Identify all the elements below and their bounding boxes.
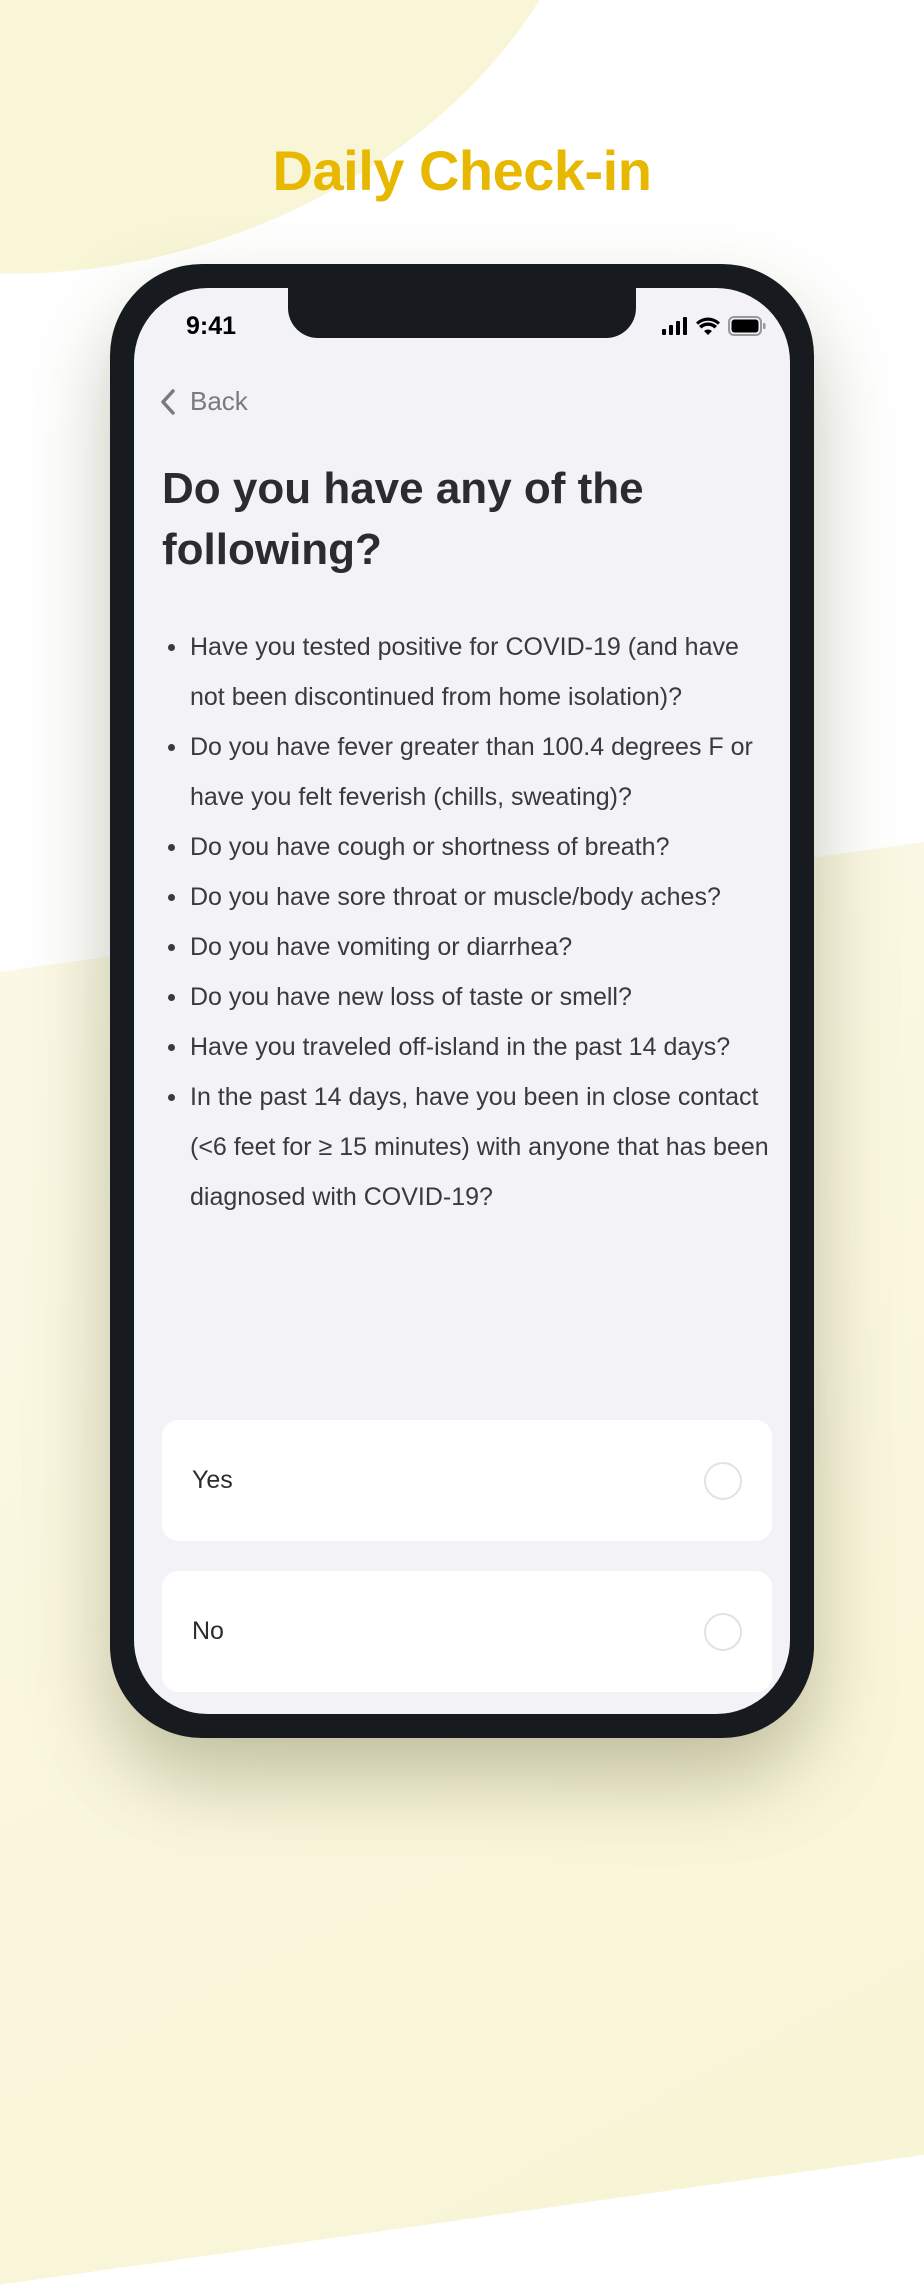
list-item: Do you have vomiting or diarrhea? [162,922,772,972]
question-heading: Do you have any of the following? [162,464,644,574]
phone-frame [110,264,814,1738]
list-item: In the past 14 days, have you been in close contact (<6 feet for ≥ 15 minutes) with anyone that has been diagnosed with COVID-19? [162,1072,772,1222]
battery-icon [728,316,766,336]
list-item: Do you have sore throat or muscle/body aches? [162,872,772,922]
radio-button[interactable] [704,1462,742,1500]
list-item: Do you have fever greater than 100.4 degrees F or have you felt feverish (chills, sweating)? [162,722,772,822]
symptom-list [162,622,772,1222]
list-item: Do you have cough or shortness of breath? [162,822,772,872]
phone-screen [134,288,790,1714]
chevron-left-icon [160,388,176,416]
back-label: Back [190,386,248,416]
status-time: 9:41 [186,312,237,340]
status-icons [662,316,766,336]
notch [288,288,636,338]
option-yes[interactable] [162,1420,772,1541]
signal-icon [662,317,688,335]
option-label: No [192,1617,224,1645]
option-label: Yes [192,1466,233,1494]
page-title: Daily Check-in [272,139,652,202]
list-item: Have you traveled off-island in the past 14 days? [162,1022,772,1072]
list-item: Have you tested positive for COVID-19 (and have not been discontinued from home isolation)? [162,622,772,722]
list-item: Do you have new loss of taste or smell? [162,972,772,1022]
option-no[interactable] [162,1571,772,1692]
radio-button[interactable] [704,1613,742,1651]
wifi-icon [696,317,720,335]
back-button[interactable] [160,386,248,417]
